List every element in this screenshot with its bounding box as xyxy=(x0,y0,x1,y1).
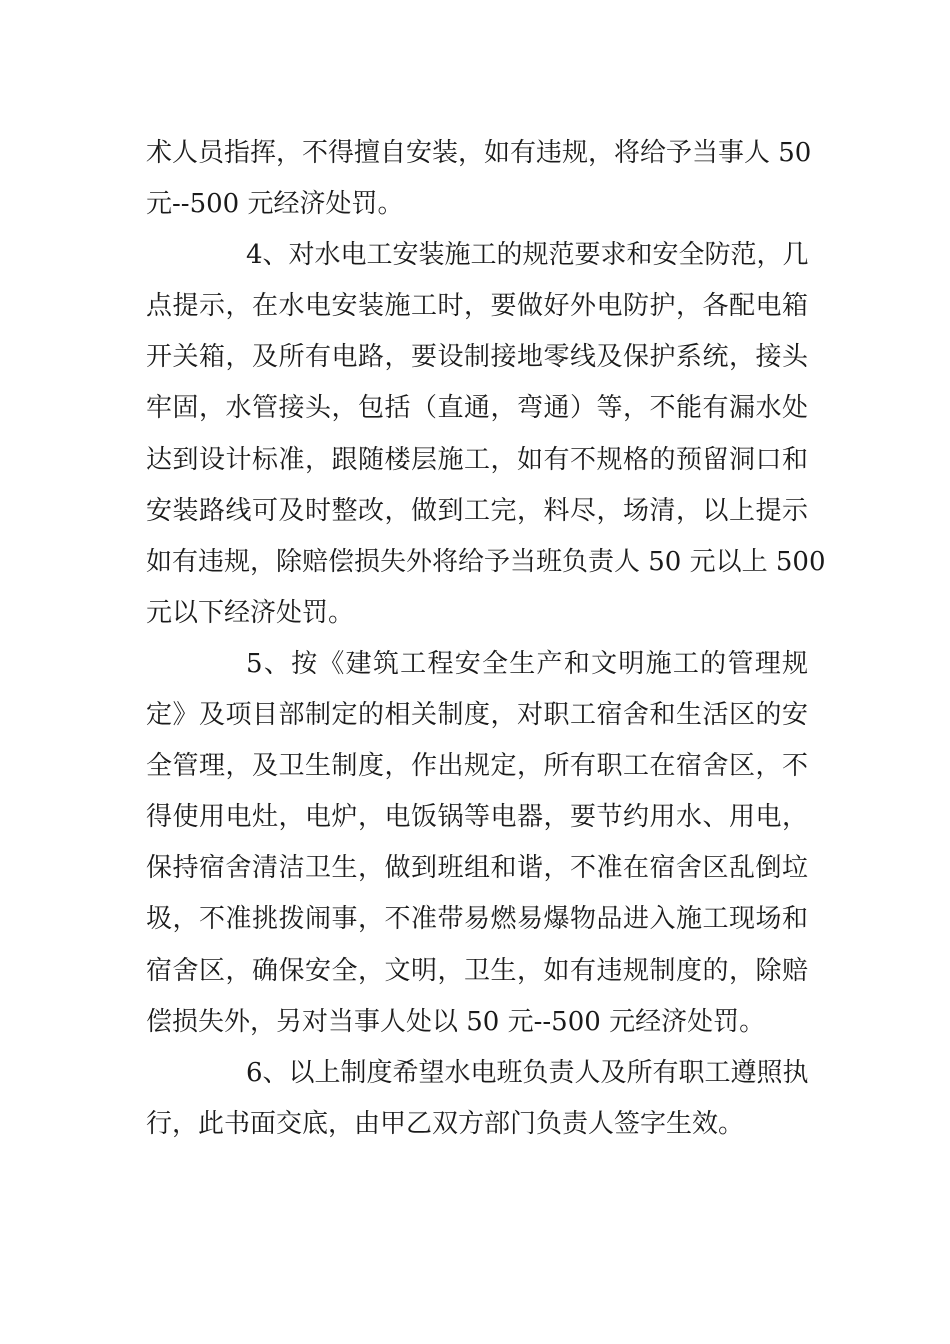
text-line: 行，此书面交底，由甲乙双方部门负责人签字生效。 xyxy=(146,1108,745,1139)
text-line: 全管理，及卫生制度，作出规定，所有职工在宿舍区，不 xyxy=(146,751,808,782)
text-line: 元--500 元经济处罚。 xyxy=(146,189,404,220)
text-line: 术人员指挥，不得擅自安装，如有违规，将给予当事人 50 xyxy=(146,138,812,168)
text-line: 得使用电灶，电炉，电饭锅等电器，要节约用水、用电， xyxy=(146,802,808,833)
text-line: 元以下经济处罚。 xyxy=(146,597,355,628)
text-line: 保持宿舍清洁卫生，做到班组和谐，不准在宿舍区乱倒垃 xyxy=(146,853,808,884)
paragraph-continued xyxy=(146,128,812,230)
text-line: 4、对水电工安装施工的规范要求和安全防范，几 xyxy=(246,240,809,271)
text-line: 5、按《建筑工程安全生产和文明施工的管理规 xyxy=(246,648,808,679)
paragraph-item-5 xyxy=(146,639,808,1048)
text-line: 6、以上制度希望水电班负责人及所有职工遵照执 xyxy=(246,1057,809,1088)
text-line: 开关箱，及所有电路，要设制接地零线及保护系统，接头 xyxy=(146,342,808,373)
text-line: 达到设计标准，跟随楼层施工，如有不规格的预留洞口和 xyxy=(146,444,808,475)
text-line: 安装路线可及时整改，做到工完，料尽，场清，以上提示 xyxy=(146,495,808,526)
text-line: 如有违规，除赔偿损失外将给予当班负责人 50 元以上 500 xyxy=(146,546,826,577)
text-line: 宿舍区，确保安全，文明，卫生，如有违规制度的，除赔 xyxy=(146,955,808,986)
text-line: 圾，不准挑拨闹事，不准带易燃易爆物品进入施工现场和 xyxy=(146,904,808,935)
text-line: 偿损失外，另对当事人处以 50 元--500 元经济处罚。 xyxy=(146,1006,766,1037)
paragraph-item-4 xyxy=(146,230,826,639)
document-body xyxy=(146,128,826,1150)
text-line: 点提示，在水电安装施工时，要做好外电防护，各配电箱 xyxy=(146,291,808,322)
text-line: 牢固，水管接头，包括（直通，弯通）等，不能有漏水处 xyxy=(146,393,808,424)
paragraph-item-6 xyxy=(146,1048,808,1150)
text-line: 定》及项目部制定的相关制度，对职工宿舍和生活区的安 xyxy=(146,700,808,731)
